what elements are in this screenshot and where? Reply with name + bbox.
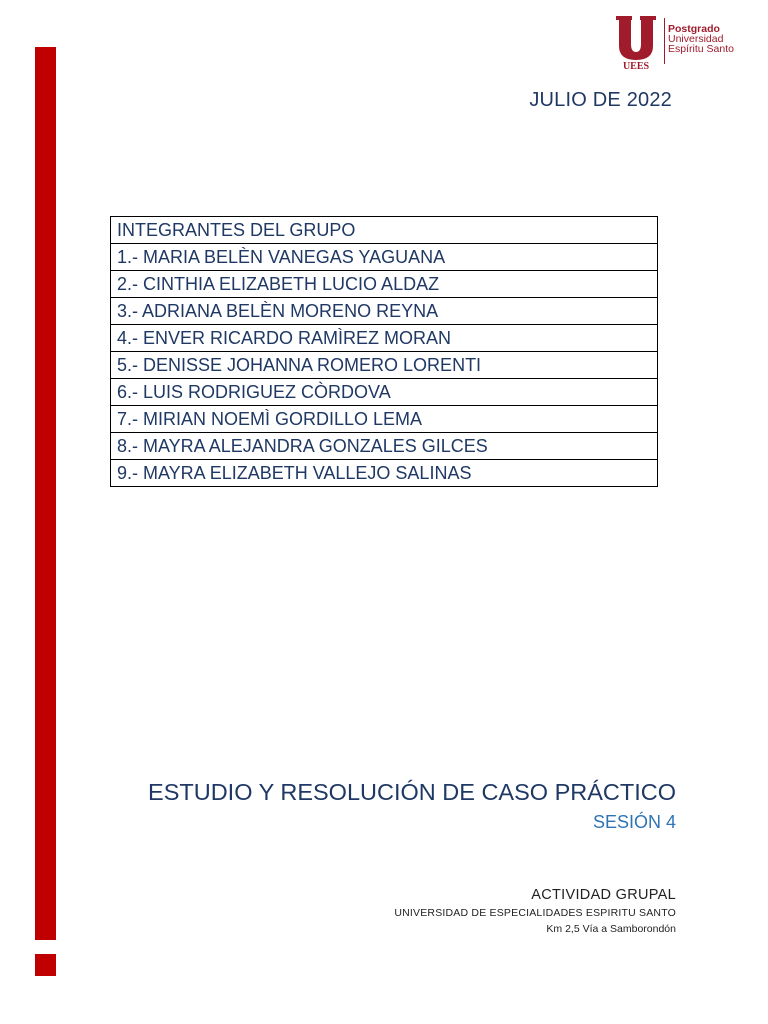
table-row bbox=[111, 298, 658, 325]
table-row bbox=[111, 406, 658, 433]
university-address: Km 2,5 Vía a Samborondón bbox=[546, 923, 676, 935]
uees-logo bbox=[613, 14, 738, 70]
member-cell: 9.- MAYRA ELIZABETH VALLEJO SALINAS bbox=[111, 460, 658, 487]
table-row bbox=[111, 244, 658, 271]
university-name: UNIVERSIDAD DE ESPECIALIDADES ESPIRITU SANTO bbox=[394, 907, 676, 919]
member-cell: 8.- MAYRA ALEJANDRA GONZALES GILCES bbox=[111, 433, 658, 460]
table-row bbox=[111, 379, 658, 406]
table-row bbox=[111, 325, 658, 352]
table-row bbox=[111, 271, 658, 298]
table-row bbox=[111, 433, 658, 460]
table-header-row bbox=[111, 217, 658, 244]
members-table bbox=[110, 216, 658, 487]
document-title: ESTUDIO Y RESOLUCIÓN DE CASO PRÁCTICO bbox=[148, 779, 676, 805]
logo-mark-text: UEES bbox=[622, 61, 650, 70]
member-cell: 4.- ENVER RICARDO RAMÌREZ MORAN bbox=[111, 325, 658, 352]
logo-line-espiritu-santo: Espíritu Santo bbox=[668, 43, 734, 55]
uees-logo-mark-icon bbox=[613, 14, 659, 70]
member-cell: 2.- CINTHIA ELIZABETH LUCIO ALDAZ bbox=[111, 271, 658, 298]
logo-divider bbox=[664, 18, 665, 64]
left-red-square bbox=[35, 954, 56, 976]
logo-text bbox=[668, 24, 734, 54]
table-row bbox=[111, 460, 658, 487]
table-row bbox=[111, 352, 658, 379]
table-header-cell: INTEGRANTES DEL GRUPO bbox=[111, 217, 658, 244]
session-label: SESIÓN 4 bbox=[592, 812, 676, 832]
member-cell: 3.- ADRIANA BELÈN MORENO REYNA bbox=[111, 298, 658, 325]
member-cell: 1.- MARIA BELÈN VANEGAS YAGUANA bbox=[111, 244, 658, 271]
member-cell: 6.- LUIS RODRIGUEZ CÒRDOVA bbox=[111, 379, 658, 406]
left-red-bar bbox=[35, 47, 56, 940]
member-cell: 5.- DENISSE JOHANNA ROMERO LORENTI bbox=[111, 352, 658, 379]
member-cell: 7.- MIRIAN NOEMÌ GORDILLO LEMA bbox=[111, 406, 658, 433]
document-date: JULIO DE 2022 bbox=[529, 89, 672, 111]
logo-line-postgrado: Postgrado bbox=[668, 23, 720, 35]
logo-line-universidad: Universidad bbox=[668, 33, 724, 45]
activity-label: ACTIVIDAD GRUPAL bbox=[531, 887, 676, 903]
